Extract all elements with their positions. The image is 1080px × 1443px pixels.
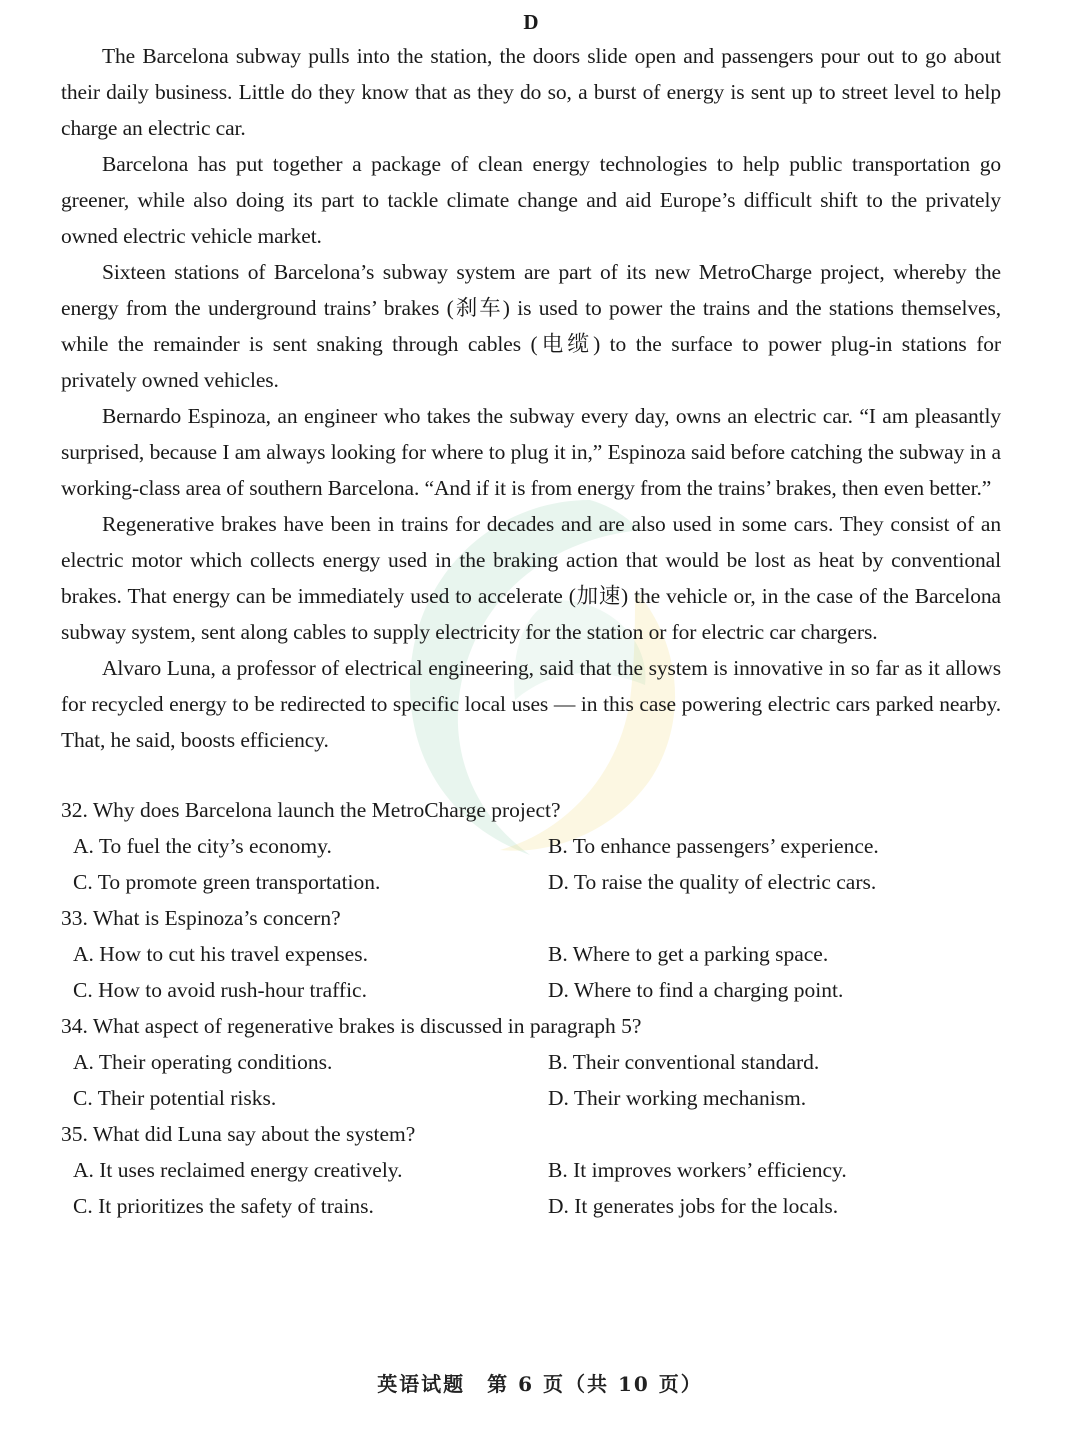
question-34: [61, 1008, 1001, 1116]
option-c: C. It prioritizes the safety of trains.: [73, 1194, 374, 1218]
option-b: B. Where to get a parking space.: [548, 942, 829, 966]
option-a: A. How to cut his travel expenses.: [73, 942, 368, 966]
paragraph-5: Regenerative brakes have been in trains for decades and are also used in some cars. They consist of an electric motor which collects energy used in the braking action that would be lost as heat by conventional brakes. That energy can be immediately used to accelerate (加速) the vehicle or, in the case of the Barcelona subway system, sent along cables to supply electricity for the station or for electric car chargers.: [61, 512, 1001, 644]
reading-passage: [61, 38, 1001, 758]
question-33: [61, 900, 1001, 1008]
question-list: [61, 792, 1001, 1224]
paragraph-6: Alvaro Luna, a professor of electrical engineering, said that the system is innovative in so far as it allows for recycled energy to be redirected to specific local uses — in this case powering electric cars parked nearby. That, he said, boosts efficiency.: [61, 656, 1001, 752]
option-d: D. It generates jobs for the locals.: [548, 1194, 839, 1218]
section-letter: D: [523, 10, 539, 34]
paragraph-4: Bernardo Espinoza, an engineer who takes the subway every day, owns an electric car. “I am pleasantly surprised, because I am always looking for where to plug it in,” Espinoza said before catching the subway in a working-class area of southern Barcelona. “And if it is from energy from the trains’ brakes, then even better.”: [61, 404, 1001, 500]
question-stem: 33. What is Espinoza’s concern?: [61, 906, 341, 930]
option-c: C. Their potential risks.: [73, 1086, 277, 1110]
paragraph-3: Sixteen stations of Barcelona’s subway system are part of its new MetroCharge project, whereby the energy from the underground trains’ brakes (刹车) is used to power the trains and the stations themselves, while the remainder is sent snaking through cables (电缆) to the surface to power plug-in stations for privately owned vehicles.: [61, 260, 1001, 392]
exam-page: [61, 8, 1001, 1224]
option-c: C. To promote green transportation.: [73, 870, 381, 894]
option-a: A. Their operating conditions.: [73, 1050, 333, 1074]
option-b: B. Their conventional standard.: [548, 1050, 820, 1074]
option-d: D. Their working mechanism.: [548, 1086, 807, 1110]
option-b: B. To enhance passengers’ experience.: [548, 834, 879, 858]
question-stem: 32. Why does Barcelona launch the MetroCharge project?: [61, 798, 561, 822]
question-stem: 35. What did Luna say about the system?: [61, 1122, 416, 1146]
question-stem: 34. What aspect of regenerative brakes is discussed in paragraph 5?: [61, 1014, 642, 1038]
question-32: [61, 792, 1001, 900]
paragraph-1: The Barcelona subway pulls into the station, the doors slide open and passengers pour out to go about their daily business. Little do they know that as they do so, a burst of energy is sent up to street level to help charge an electric car.: [61, 44, 1001, 140]
paragraph-2: Barcelona has put together a package of clean energy technologies to help public transportation go greener, while also doing its part to tackle climate change and aid Europe’s difficult shift to the privately owned electric vehicle market.: [61, 152, 1001, 248]
option-d: D. Where to find a charging point.: [548, 978, 844, 1002]
option-a: A. To fuel the city’s economy.: [73, 834, 332, 858]
option-d: D. To raise the quality of electric cars.: [548, 870, 877, 894]
question-35: [61, 1116, 1001, 1224]
option-c: C. How to avoid rush-hour traffic.: [73, 978, 367, 1002]
option-b: B. It improves workers’ efficiency.: [548, 1158, 847, 1182]
page-footer: 英语试题 第 6 页（共 10 页）: [377, 1372, 703, 1396]
option-a: A. It uses reclaimed energy creatively.: [73, 1158, 403, 1182]
